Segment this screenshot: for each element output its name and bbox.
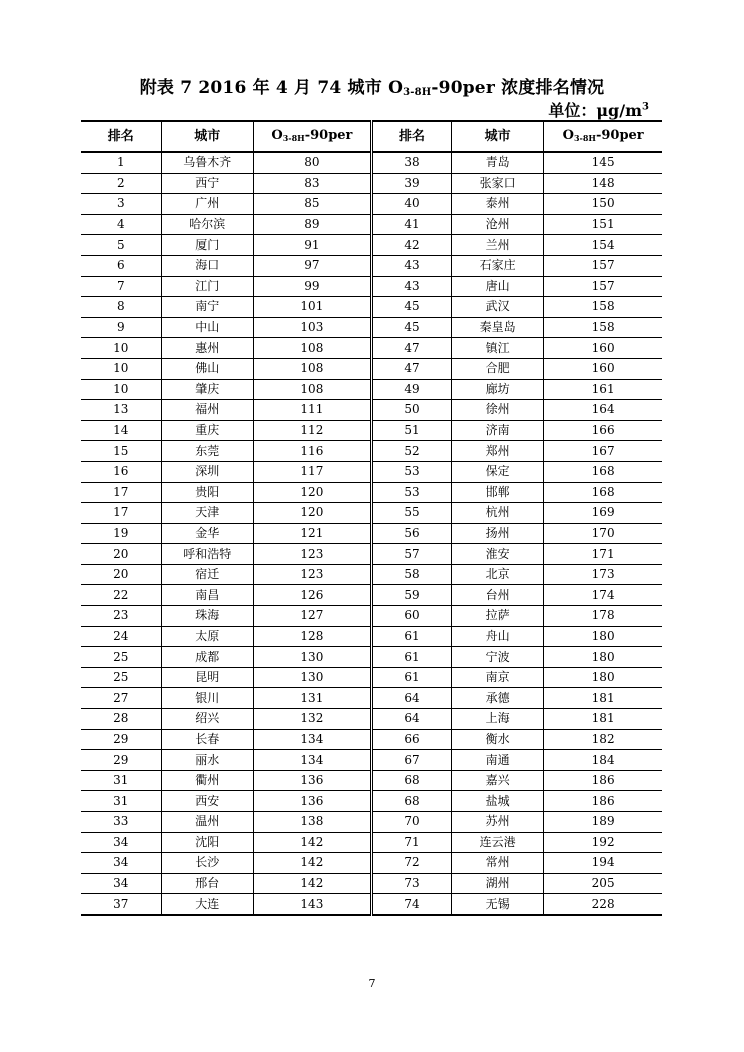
rank-cell: 43 [371,276,451,297]
value-cell: 130 [253,667,371,688]
rank-cell: 72 [371,853,451,874]
header-value-left: $O_{3-8H}-90per$ [253,121,371,152]
table-row [81,400,662,421]
table-row [81,235,662,256]
rank-cell: 8 [81,297,161,318]
table-row [81,729,662,750]
rank-cell: 23 [81,606,161,627]
city-cell: 绍兴 [161,709,253,730]
city-cell: 嘉兴 [452,770,544,791]
value-cell: 150 [544,194,662,215]
rank-cell: 14 [81,420,161,441]
table-row [81,194,662,215]
city-cell: 乌鲁木齐 [161,152,253,173]
value-cell: 83 [253,173,371,194]
city-cell: 大连 [161,894,253,915]
city-cell: 邯郸 [452,482,544,503]
rank-cell: 74 [371,894,451,915]
value-cell: 186 [544,791,662,812]
city-cell: 沧州 [452,214,544,235]
page-number: 7 [368,977,376,990]
rank-cell: 70 [371,812,451,833]
city-cell: 江门 [161,276,253,297]
table-row [81,358,662,379]
value-cell: 85 [253,194,371,215]
value-cell: 228 [544,894,662,915]
value-cell: 112 [253,420,371,441]
value-cell: 142 [253,873,371,894]
value-cell: 160 [544,338,662,359]
city-cell: 上海 [452,709,544,730]
value-cell: 173 [544,564,662,585]
city-cell: 中山 [161,317,253,338]
value-cell: 171 [544,544,662,565]
rank-cell: 10 [81,358,161,379]
city-cell: 徐州 [452,400,544,421]
value-cell: 168 [544,461,662,482]
value-cell: 160 [544,358,662,379]
rank-cell: 41 [371,214,451,235]
rank-cell: 45 [371,317,451,338]
value-cell: 161 [544,379,662,400]
value-cell: 108 [253,358,371,379]
value-cell: 120 [253,503,371,524]
rank-cell: 49 [371,379,451,400]
header-rank-right: 排名 [371,121,451,152]
value-cell: 180 [544,647,662,668]
value-cell: 151 [544,214,662,235]
rank-cell: 51 [371,420,451,441]
value-cell: 117 [253,461,371,482]
city-cell: 拉萨 [452,606,544,627]
city-cell: 淮安 [452,544,544,565]
city-cell: 温州 [161,812,253,833]
rank-cell: 13 [81,400,161,421]
value-cell: 99 [253,276,371,297]
city-cell: 海口 [161,255,253,276]
city-cell: 张家口 [452,173,544,194]
value-cell: 157 [544,255,662,276]
table-row [81,523,662,544]
city-cell: 昆明 [161,667,253,688]
rank-cell: 24 [81,626,161,647]
rank-cell: 4 [81,214,161,235]
rank-cell: 34 [81,832,161,853]
rank-cell: 52 [371,441,451,462]
table-row [81,255,662,276]
city-cell: 合肥 [452,358,544,379]
value-cell: 189 [544,812,662,833]
city-cell: 南京 [452,667,544,688]
value-cell: 123 [253,544,371,565]
value-cell: 170 [544,523,662,544]
table-row [81,420,662,441]
rank-cell: 68 [371,791,451,812]
city-cell: 连云港 [452,832,544,853]
city-cell: 无锡 [452,894,544,915]
city-cell: 肇庆 [161,379,253,400]
city-cell: 常州 [452,853,544,874]
city-cell: 扬州 [452,523,544,544]
city-cell: 重庆 [161,420,253,441]
table-row [81,544,662,565]
value-cell: 91 [253,235,371,256]
value-cell: 145 [544,152,662,173]
city-cell: 保定 [452,461,544,482]
rank-cell: 27 [81,688,161,709]
rank-cell: 22 [81,585,161,606]
rank-cell: 6 [81,255,161,276]
rank-cell: 53 [371,482,451,503]
value-cell: 148 [544,173,662,194]
table-row [81,853,662,874]
table-row [81,606,662,627]
city-cell: 兰州 [452,235,544,256]
rank-cell: 31 [81,791,161,812]
city-cell: 深圳 [161,461,253,482]
table-row [81,482,662,503]
rank-cell: 67 [371,750,451,771]
value-cell: 134 [253,729,371,750]
rank-cell: 58 [371,564,451,585]
table-row [81,441,662,462]
rank-cell: 34 [81,873,161,894]
city-cell: 台州 [452,585,544,606]
rank-cell: 43 [371,255,451,276]
city-cell: 盐城 [452,791,544,812]
rank-cell: 29 [81,729,161,750]
value-cell: 136 [253,791,371,812]
value-cell: 130 [253,647,371,668]
table-row [81,317,662,338]
value-cell: 128 [253,626,371,647]
rank-cell: 20 [81,544,161,565]
city-cell: 青岛 [452,152,544,173]
city-cell: 苏州 [452,812,544,833]
value-cell: 169 [544,503,662,524]
value-cell: 167 [544,441,662,462]
table-row [81,173,662,194]
table-row [81,461,662,482]
rank-cell: 1 [81,152,161,173]
value-cell: 166 [544,420,662,441]
value-cell: 103 [253,317,371,338]
value-cell: 174 [544,585,662,606]
table-row [81,791,662,812]
value-cell: 142 [253,853,371,874]
value-cell: 111 [253,400,371,421]
table-row [81,585,662,606]
city-cell: 北京 [452,564,544,585]
table-row [81,750,662,771]
value-cell: 89 [253,214,371,235]
city-cell: 济南 [452,420,544,441]
rank-cell: 61 [371,626,451,647]
rank-cell: 39 [371,173,451,194]
value-cell: 132 [253,709,371,730]
rank-cell: 20 [81,564,161,585]
city-cell: 唐山 [452,276,544,297]
city-cell: 哈尔滨 [161,214,253,235]
rank-cell: 50 [371,400,451,421]
rank-cell: 40 [371,194,451,215]
rank-cell: 5 [81,235,161,256]
city-cell: 湖州 [452,873,544,894]
table-row [81,503,662,524]
city-cell: 银川 [161,688,253,709]
city-cell: 廊坊 [452,379,544,400]
value-cell: 158 [544,317,662,338]
value-cell: 123 [253,564,371,585]
rank-cell: 25 [81,647,161,668]
value-cell: 186 [544,770,662,791]
rank-cell: 7 [81,276,161,297]
city-cell: 成都 [161,647,253,668]
rank-cell: 17 [81,482,161,503]
value-cell: 178 [544,606,662,627]
city-cell: 丽水 [161,750,253,771]
value-cell: 108 [253,379,371,400]
rank-cell: 53 [371,461,451,482]
city-cell: 镇江 [452,338,544,359]
table-row [81,297,662,318]
city-cell: 杭州 [452,503,544,524]
city-cell: 南通 [452,750,544,771]
city-cell: 衢州 [161,770,253,791]
value-cell: 143 [253,894,371,915]
rank-cell: 28 [81,709,161,730]
value-cell: 194 [544,853,662,874]
table-body [81,152,662,915]
rank-cell: 3 [81,194,161,215]
rank-cell: 60 [371,606,451,627]
value-cell: 127 [253,606,371,627]
city-cell: 东莞 [161,441,253,462]
value-cell: 80 [253,152,371,173]
rank-cell: 19 [81,523,161,544]
rank-cell: 42 [371,235,451,256]
rank-cell: 68 [371,770,451,791]
rank-cell: 47 [371,358,451,379]
city-cell: 南昌 [161,585,253,606]
table-row [81,276,662,297]
rank-cell: 17 [81,503,161,524]
rank-cell: 34 [81,853,161,874]
value-cell: 154 [544,235,662,256]
city-cell: 佛山 [161,358,253,379]
rank-cell: 9 [81,317,161,338]
city-cell: 呼和浩特 [161,544,253,565]
table-row [81,647,662,668]
rank-cell: 59 [371,585,451,606]
rank-cell: 31 [81,770,161,791]
value-cell: 126 [253,585,371,606]
unit-label: 单位：$\mu g/m^3$ [548,101,649,120]
rank-cell: 10 [81,379,161,400]
value-cell: 120 [253,482,371,503]
rank-cell: 15 [81,441,161,462]
city-cell: 福州 [161,400,253,421]
value-cell: 142 [253,832,371,853]
city-cell: 金华 [161,523,253,544]
rank-cell: 61 [371,667,451,688]
city-cell: 石家庄 [452,255,544,276]
value-cell: 168 [544,482,662,503]
city-cell: 南宁 [161,297,253,318]
city-cell: 郑州 [452,441,544,462]
table-header-row [81,121,662,152]
table-row [81,894,662,915]
rank-cell: 71 [371,832,451,853]
rank-cell: 29 [81,750,161,771]
city-cell: 天津 [161,503,253,524]
header-rank-left: 排名 [81,121,161,152]
rank-cell: 66 [371,729,451,750]
value-cell: 184 [544,750,662,771]
city-cell: 珠海 [161,606,253,627]
city-cell: 衡水 [452,729,544,750]
value-cell: 101 [253,297,371,318]
value-cell: 116 [253,441,371,462]
city-cell: 舟山 [452,626,544,647]
value-cell: 134 [253,750,371,771]
header-value-right: $O_{3-8H}-90per$ [544,121,662,152]
rank-cell: 16 [81,461,161,482]
table-row [81,770,662,791]
header-city-right: 城市 [452,121,544,152]
table-row [81,709,662,730]
rank-cell: 55 [371,503,451,524]
value-cell: 180 [544,667,662,688]
city-cell: 广州 [161,194,253,215]
value-cell: 180 [544,626,662,647]
value-cell: 136 [253,770,371,791]
city-cell: 沈阳 [161,832,253,853]
table-row [81,873,662,894]
rank-cell: 45 [371,297,451,318]
table-row [81,667,662,688]
value-cell: 97 [253,255,371,276]
value-cell: 138 [253,812,371,833]
rank-cell: 56 [371,523,451,544]
table-row [81,564,662,585]
rank-cell: 47 [371,338,451,359]
value-cell: 164 [544,400,662,421]
value-cell: 181 [544,709,662,730]
rank-cell: 64 [371,709,451,730]
value-cell: 108 [253,338,371,359]
city-cell: 宁波 [452,647,544,668]
rank-cell: 10 [81,338,161,359]
city-cell: 厦门 [161,235,253,256]
table-row [81,626,662,647]
table-row [81,688,662,709]
value-cell: 121 [253,523,371,544]
value-cell: 181 [544,688,662,709]
table-row [81,338,662,359]
rank-cell: 64 [371,688,451,709]
rank-cell: 37 [81,894,161,915]
value-cell: 192 [544,832,662,853]
table-row [81,379,662,400]
city-cell: 宿迁 [161,564,253,585]
city-cell: 泰州 [452,194,544,215]
rank-cell: 25 [81,667,161,688]
value-cell: 182 [544,729,662,750]
value-cell: 157 [544,276,662,297]
rank-cell: 57 [371,544,451,565]
table-row [81,152,662,173]
city-cell: 太原 [161,626,253,647]
table-row [81,214,662,235]
table-row [81,812,662,833]
rank-cell: 61 [371,647,451,668]
header-city-left: 城市 [161,121,253,152]
ranking-table [81,120,662,916]
city-cell: 西安 [161,791,253,812]
city-cell: 秦皇岛 [452,317,544,338]
value-cell: 205 [544,873,662,894]
rank-cell: 33 [81,812,161,833]
rank-cell: 73 [371,873,451,894]
city-cell: 长春 [161,729,253,750]
rank-cell: 38 [371,152,451,173]
city-cell: 西宁 [161,173,253,194]
rank-cell: 2 [81,173,161,194]
city-cell: 邢台 [161,873,253,894]
city-cell: 贵阳 [161,482,253,503]
city-cell: 长沙 [161,853,253,874]
city-cell: 承德 [452,688,544,709]
value-cell: 131 [253,688,371,709]
value-cell: 158 [544,297,662,318]
table-row [81,832,662,853]
city-cell: 惠州 [161,338,253,359]
document-title: 附表 7 2016 年 4 月 74 城市 $O_{3-8H}-90per$ 浓度排名情况 [139,78,605,98]
city-cell: 武汉 [452,297,544,318]
